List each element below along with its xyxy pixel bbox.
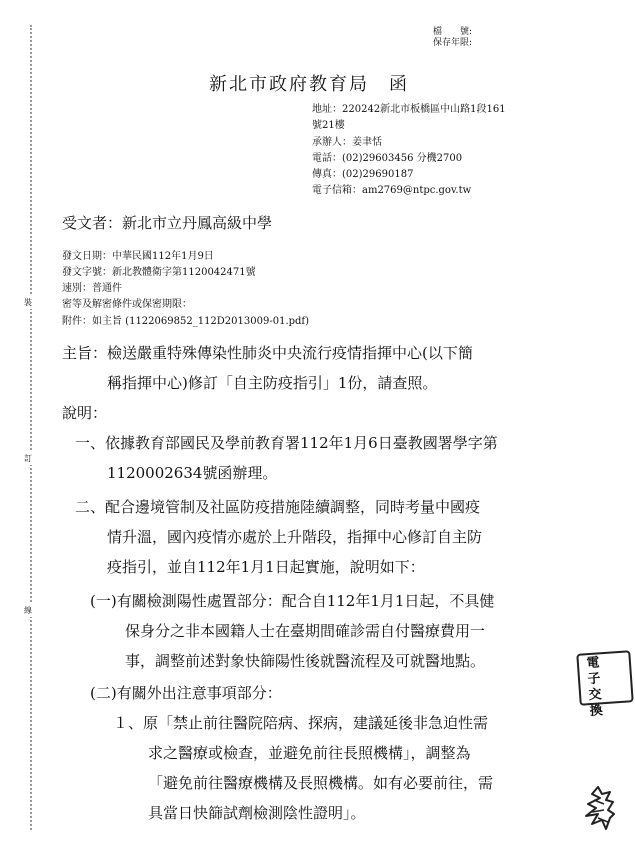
sub-item-1-line2: 保身分之非本國籍人士在臺期間確診需自付醫療費用一 (125, 622, 486, 640)
item-two-line2: 情升溫，國內疫情亦處於上升階段，指揮中心修訂自主防 (107, 528, 483, 546)
binding-mark-zhuang: 裝 (24, 298, 32, 307)
sender-email: 電子信箱：am2769@ntpc.gov.tw (312, 185, 472, 196)
issue-date: 發文日期：中華民國112年1月9日 (62, 251, 214, 262)
sub-item-1-line1: (一)有關檢測陽性處置部分：配合自112年1月1日起，不具健 (90, 592, 495, 610)
explanation-label: 說明： (62, 404, 108, 422)
binding-line (30, 25, 32, 830)
sender-handler: 承辦人：姜聿恬 (312, 137, 382, 148)
sender-fax: 傳真：(02)29690187 (312, 169, 414, 180)
sub-item-2-line1: (二)有關外出注意事項部分： (90, 684, 282, 702)
retention-label: 保存年限: (432, 38, 472, 48)
subject-line1: 主旨：檢送嚴重特殊傳染性肺炎中央流行疫情指揮中心(以下簡 (62, 344, 473, 362)
file-number-label: 檔 號: (432, 27, 472, 37)
document-number: 發文字號：新北教體衛字第1120042471號 (62, 267, 256, 278)
sender-phone: 電話：(02)29603456 分機2700 (312, 153, 463, 164)
sender-address-line2: 號21樓 (312, 120, 345, 131)
sub-item-2-1-line2: 求之醫療或檢查，並避免前往長照機構」，調整為 (148, 744, 471, 762)
sub-item-2-1-line4: 具當日快篩試劑檢測陰性證明」。 (148, 804, 366, 822)
recipient: 受文者：新北市立丹鳳高級中學 (62, 214, 273, 232)
electronic-exchange-stamp (578, 652, 618, 720)
item-two-line1: 二、配合邊境管制及社區防疫措施陸續調整，同時考量中國疫 (75, 498, 481, 516)
item-one-line1: 一、依據教育部國民及學前教育署112年1月6日臺教國署學字第 (75, 434, 498, 452)
subject-line2: 稱指揮中心)修訂「自主防疫指引」1份，請查照。 (107, 374, 438, 392)
stamp-char: 換 (589, 703, 604, 720)
attachment-link[interactable]: 附件：如主旨 (1122069852_112D2013009-01.pdf) (62, 316, 310, 327)
item-one-line2: 1120002634號函辦理。 (107, 464, 278, 482)
stamp-char: 子 (587, 671, 602, 688)
security-level: 密等及解密條件或保密期限： (62, 299, 192, 310)
binding-mark-xian: 線 (24, 606, 32, 615)
stamp-char: 電 (585, 655, 600, 672)
binding-mark-ding: 訂 (24, 454, 32, 463)
delivery-speed: 速別：普通件 (62, 283, 122, 294)
item-two-line3: 疫指引，並自112年1月1日起實施，說明如下： (107, 558, 425, 576)
sub-item-2-1-line1: １、原「禁止前往醫院陪病、探病，建議延後非急迫性需 (113, 714, 489, 732)
stamp-char: 交 (588, 687, 603, 704)
sender-address-line1: 地址：220242新北市板橋區中山路1段161 (312, 104, 506, 115)
seal-mark-icon (582, 784, 616, 832)
document-title: 新北市政府教育局 函 (209, 74, 409, 95)
sub-item-1-line3: 事，調整前述對象快篩陽性後就醫流程及可就醫地點。 (125, 652, 486, 670)
sub-item-2-1-line3: 「避免前往醫療機構及長照機構。如有必要前往，需 (148, 774, 494, 792)
